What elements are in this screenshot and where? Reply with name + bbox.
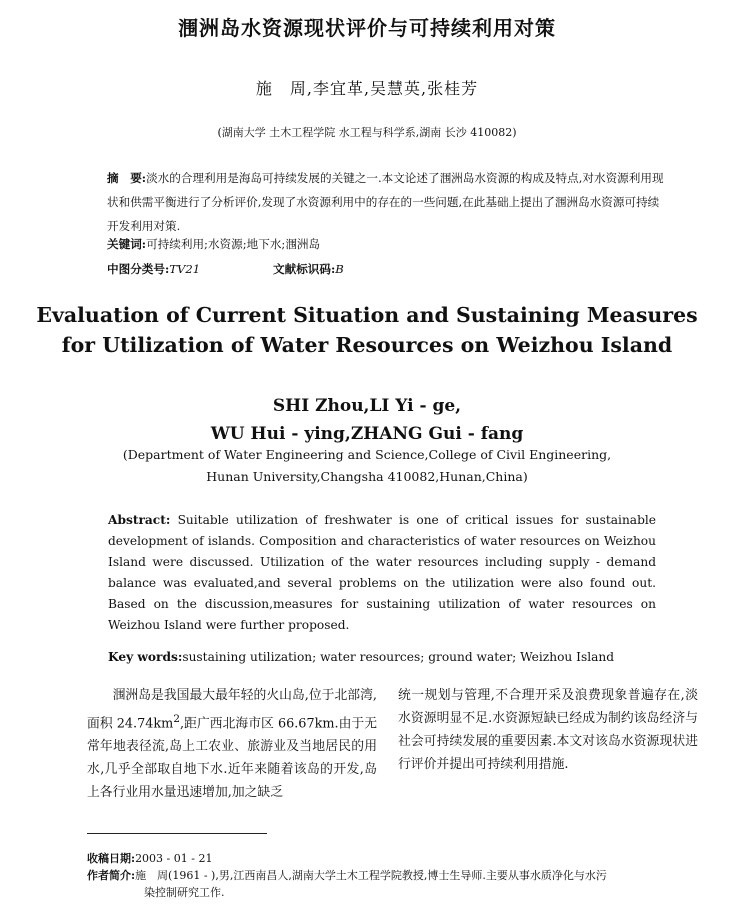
english-affiliation-line1: (Department of Water Engineering and Science,College of Civil Engineering, — [122, 447, 612, 462]
body-column-left — [87, 684, 377, 804]
body-left-text-1: 涠洲岛是我国最大最年轻的火山岛,位于北部湾,面积 24.74km — [87, 688, 377, 732]
english-keywords-text: sustaining utilization; water resources; ground water; Weizhou Island — [182, 650, 615, 664]
body-column-right: 统一规划与管理,不合理开采及浪费现象普遍存在,淡水资源明显不足.水资源短缺已经成为制约该岛经济与社会可持续发展的重要因素.本文对该岛水资源现状进行评价并提出可持续利用措施. — [398, 688, 698, 772]
footnote-author-text: 施 周(1961 - ),男,江西南昌人,湖南大学土木工程学院教授,博士生导师.主要从事水质净化与水污 — [135, 869, 607, 882]
body-left-superscript: 2 — [173, 712, 181, 725]
english-title-line2: for Utilization of Water Resources on Weizhou Island — [61, 333, 673, 357]
english-keywords-label: Key words: — [108, 650, 183, 664]
english-keywords — [108, 650, 614, 664]
english-abstract-text: Suitable utilization of freshwater is one of critical issues for sustainable development of islands. Composition and characteristics of water resources on Weizhou Island were discussed. Utilization of the water resources including supply - demand balance was evaluated,and several problems on the utilization were also found out. Based on the discussion,measures for sustaining utilization of water resources on Weizhou Island were further proposed. — [108, 513, 656, 632]
footnote-received-value: 2003 - 01 - 21 — [135, 852, 213, 865]
chinese-keywords — [107, 236, 320, 252]
footnote-received-label: 收稿日期: — [87, 852, 136, 865]
english-authors-line1: SHI Zhou,LI Yi - ge, — [272, 396, 462, 416]
document-code — [273, 261, 344, 277]
doc-label: 文献标识码: — [273, 262, 336, 276]
english-title-line1: Evaluation of Current Situation and Sustaining Measures — [36, 303, 698, 327]
english-abstract-label: Abstract: — [108, 513, 171, 527]
footnote-received — [87, 850, 212, 867]
footnote-rule — [87, 833, 267, 834]
chinese-authors: 施 周,李宜革,吴慧英,张桂芳 — [255, 79, 479, 98]
chinese-keywords-text: 可持续利用;水资源;地下水;涠洲岛 — [146, 237, 321, 251]
chinese-abstract — [107, 166, 667, 238]
english-abstract — [108, 510, 656, 636]
english-authors — [0, 392, 734, 448]
doc-value: B — [335, 262, 344, 276]
english-affiliation-line2: Hunan University,Changsha 410082,Hunan,China) — [206, 469, 528, 484]
chinese-keywords-label: 关键词: — [107, 237, 147, 251]
footnote-author — [87, 867, 697, 901]
footnote-author-label: 作者简介: — [87, 869, 136, 882]
english-authors-line2: WU Hui - ying,ZHANG Gui - fang — [210, 424, 524, 444]
chinese-abstract-text: 淡水的合理利用是海岛可持续发展的关键之一.本文论述了涠洲岛水资源的构成及特点,对水资源利用现状和供需平衡进行了分析评价,发现了水资源利用中的存在的一些问题,在此基础上提出了涠洲岛水资源可持续开发利用对策. — [107, 171, 664, 233]
chinese-abstract-label: 摘 要: — [107, 171, 147, 185]
class-value: TV21 — [169, 262, 201, 276]
english-affiliation — [0, 444, 734, 488]
chinese-affiliation: (湖南大学 土木工程学院 水工程与科学系,湖南 长沙 410082) — [217, 126, 517, 139]
footnote-author-continuation: 染控制研究工作. — [144, 886, 225, 899]
classification-row — [107, 261, 344, 277]
class-label: 中图分类号: — [107, 262, 170, 276]
english-title — [0, 300, 734, 360]
body-left-text-2: ,距广西北海市区 66.67km.由于无常年地表径流,岛上工农业、旅游业及当地居民的用水,几乎全部取自地下水.近年来随着该岛的开发,岛上各行业用水量迅速增加,加之缺乏 — [87, 716, 378, 801]
chinese-title: 涠洲岛水资源现状评价与可持续利用对策 — [178, 16, 556, 40]
